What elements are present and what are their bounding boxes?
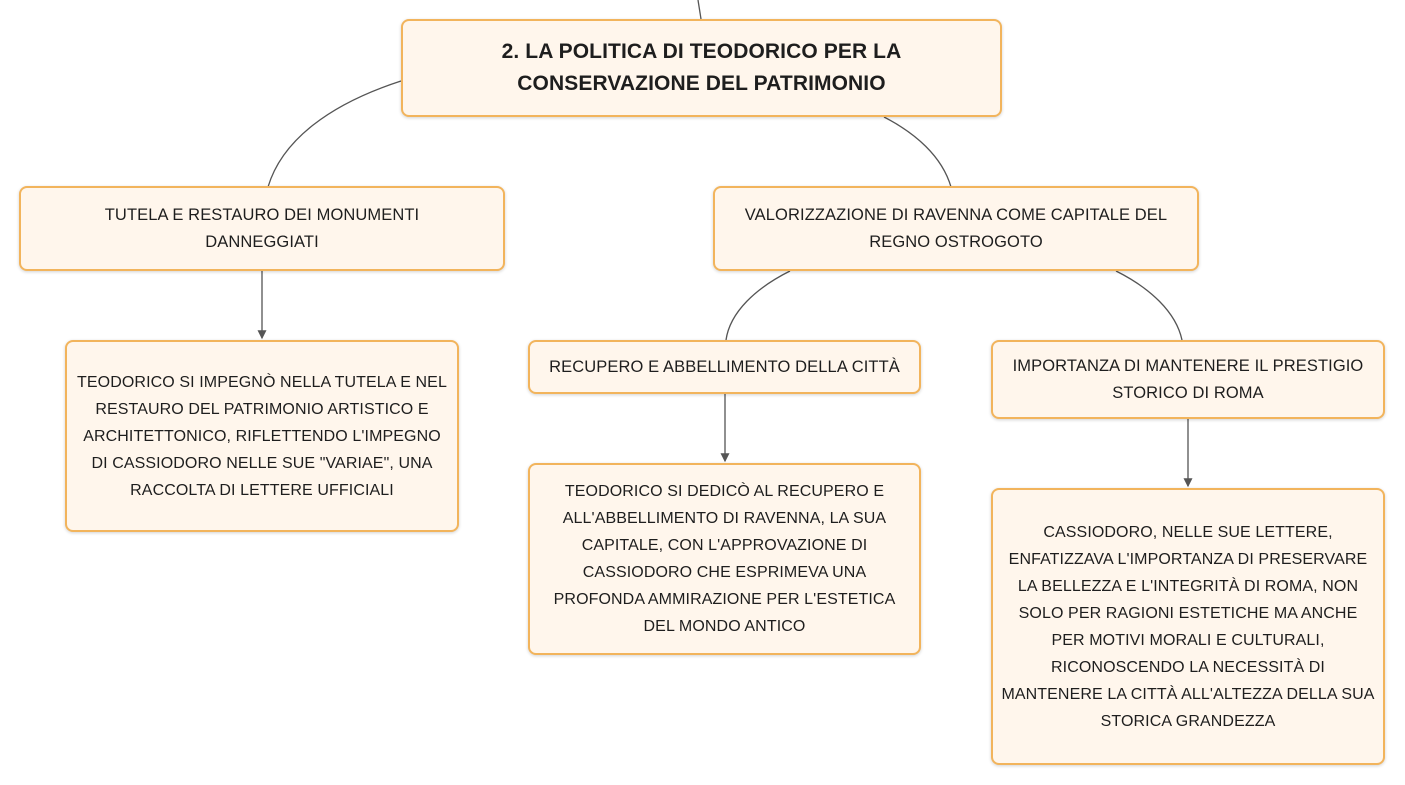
root-topic-node[interactable] <box>401 19 1002 117</box>
subtopic-label-importanza: IMPORTANZA DI MANTENERE IL PRESTIGIO STORICO DI ROMA <box>1012 356 1364 402</box>
detail-label-tutela: TEODORICO SI IMPEGNÒ NELLA TUTELA E NEL RESTAURO DEL PATRIMONIO ARTISTICO E ARCHITETTONICO, RIFLETTENDO L'IMPEGNO DI CASSIODORO NELLE SUE "VARIAE", UNA RACCOLTA DI LETTERE UFFICIALI <box>77 373 447 499</box>
detail-label-recupero: TEODORICO SI DEDICÒ AL RECUPERO E ALL'ABBELLIMENTO DI RAVENNA, LA SUA CAPITALE, CON L'APPROVAZIONE DI CASSIODORO CHE ESPRIMEVA UNA PROFONDA AMMIRAZIONE PER L'ESTETICA DEL MONDO ANTICO <box>553 483 896 635</box>
branch-label-tutela: TUTELA E RESTAURO DEI MONUMENTI DANNEGGIATI <box>104 205 420 251</box>
branch-node-valorizzazione[interactable] <box>713 186 1199 271</box>
connector-root-to-valorizzazione <box>884 117 951 187</box>
connector-valorizzazione-to-importanza <box>1116 271 1182 340</box>
branch-label-valorizzazione: VALORIZZAZIONE DI RAVENNA COME CAPITALE DEL REGNO OSTROGOTO <box>744 205 1168 251</box>
detail-node-importanza[interactable] <box>991 488 1385 765</box>
subtopic-node-recupero[interactable] <box>528 340 921 394</box>
connector-parent-to-root <box>698 0 701 19</box>
subtopic-label-recupero: RECUPERO E ABBELLIMENTO DELLA CITTÀ <box>549 357 900 376</box>
detail-node-recupero[interactable] <box>528 463 921 655</box>
branch-node-tutela[interactable] <box>19 186 505 271</box>
connector-valorizzazione-to-recupero <box>726 271 790 340</box>
detail-label-importanza: CASSIODORO, NELLE SUE LETTERE, ENFATIZZAVA L'IMPORTANZA DI PRESERVARE LA BELLEZZA E L'INTEGRITÀ DI ROMA, NON SOLO PER RAGIONI ESTETICHE MA ANCHE PER MOTIVI MORALI E CULTURALI, RICONOSCENDO LA NECESSITÀ DI MANTENERE LA CITTÀ ALL'ALTEZZA DELLA SUA STORICA GRANDEZZA <box>1001 523 1375 730</box>
detail-node-tutela[interactable] <box>65 340 459 532</box>
subtopic-node-importanza[interactable] <box>991 340 1385 419</box>
connector-root-to-tutela <box>268 81 401 187</box>
root-topic-label: 2. LA POLITICA DI TEODORICO PER LA CONSERVAZIONE DEL PATRIMONIO <box>501 40 902 95</box>
